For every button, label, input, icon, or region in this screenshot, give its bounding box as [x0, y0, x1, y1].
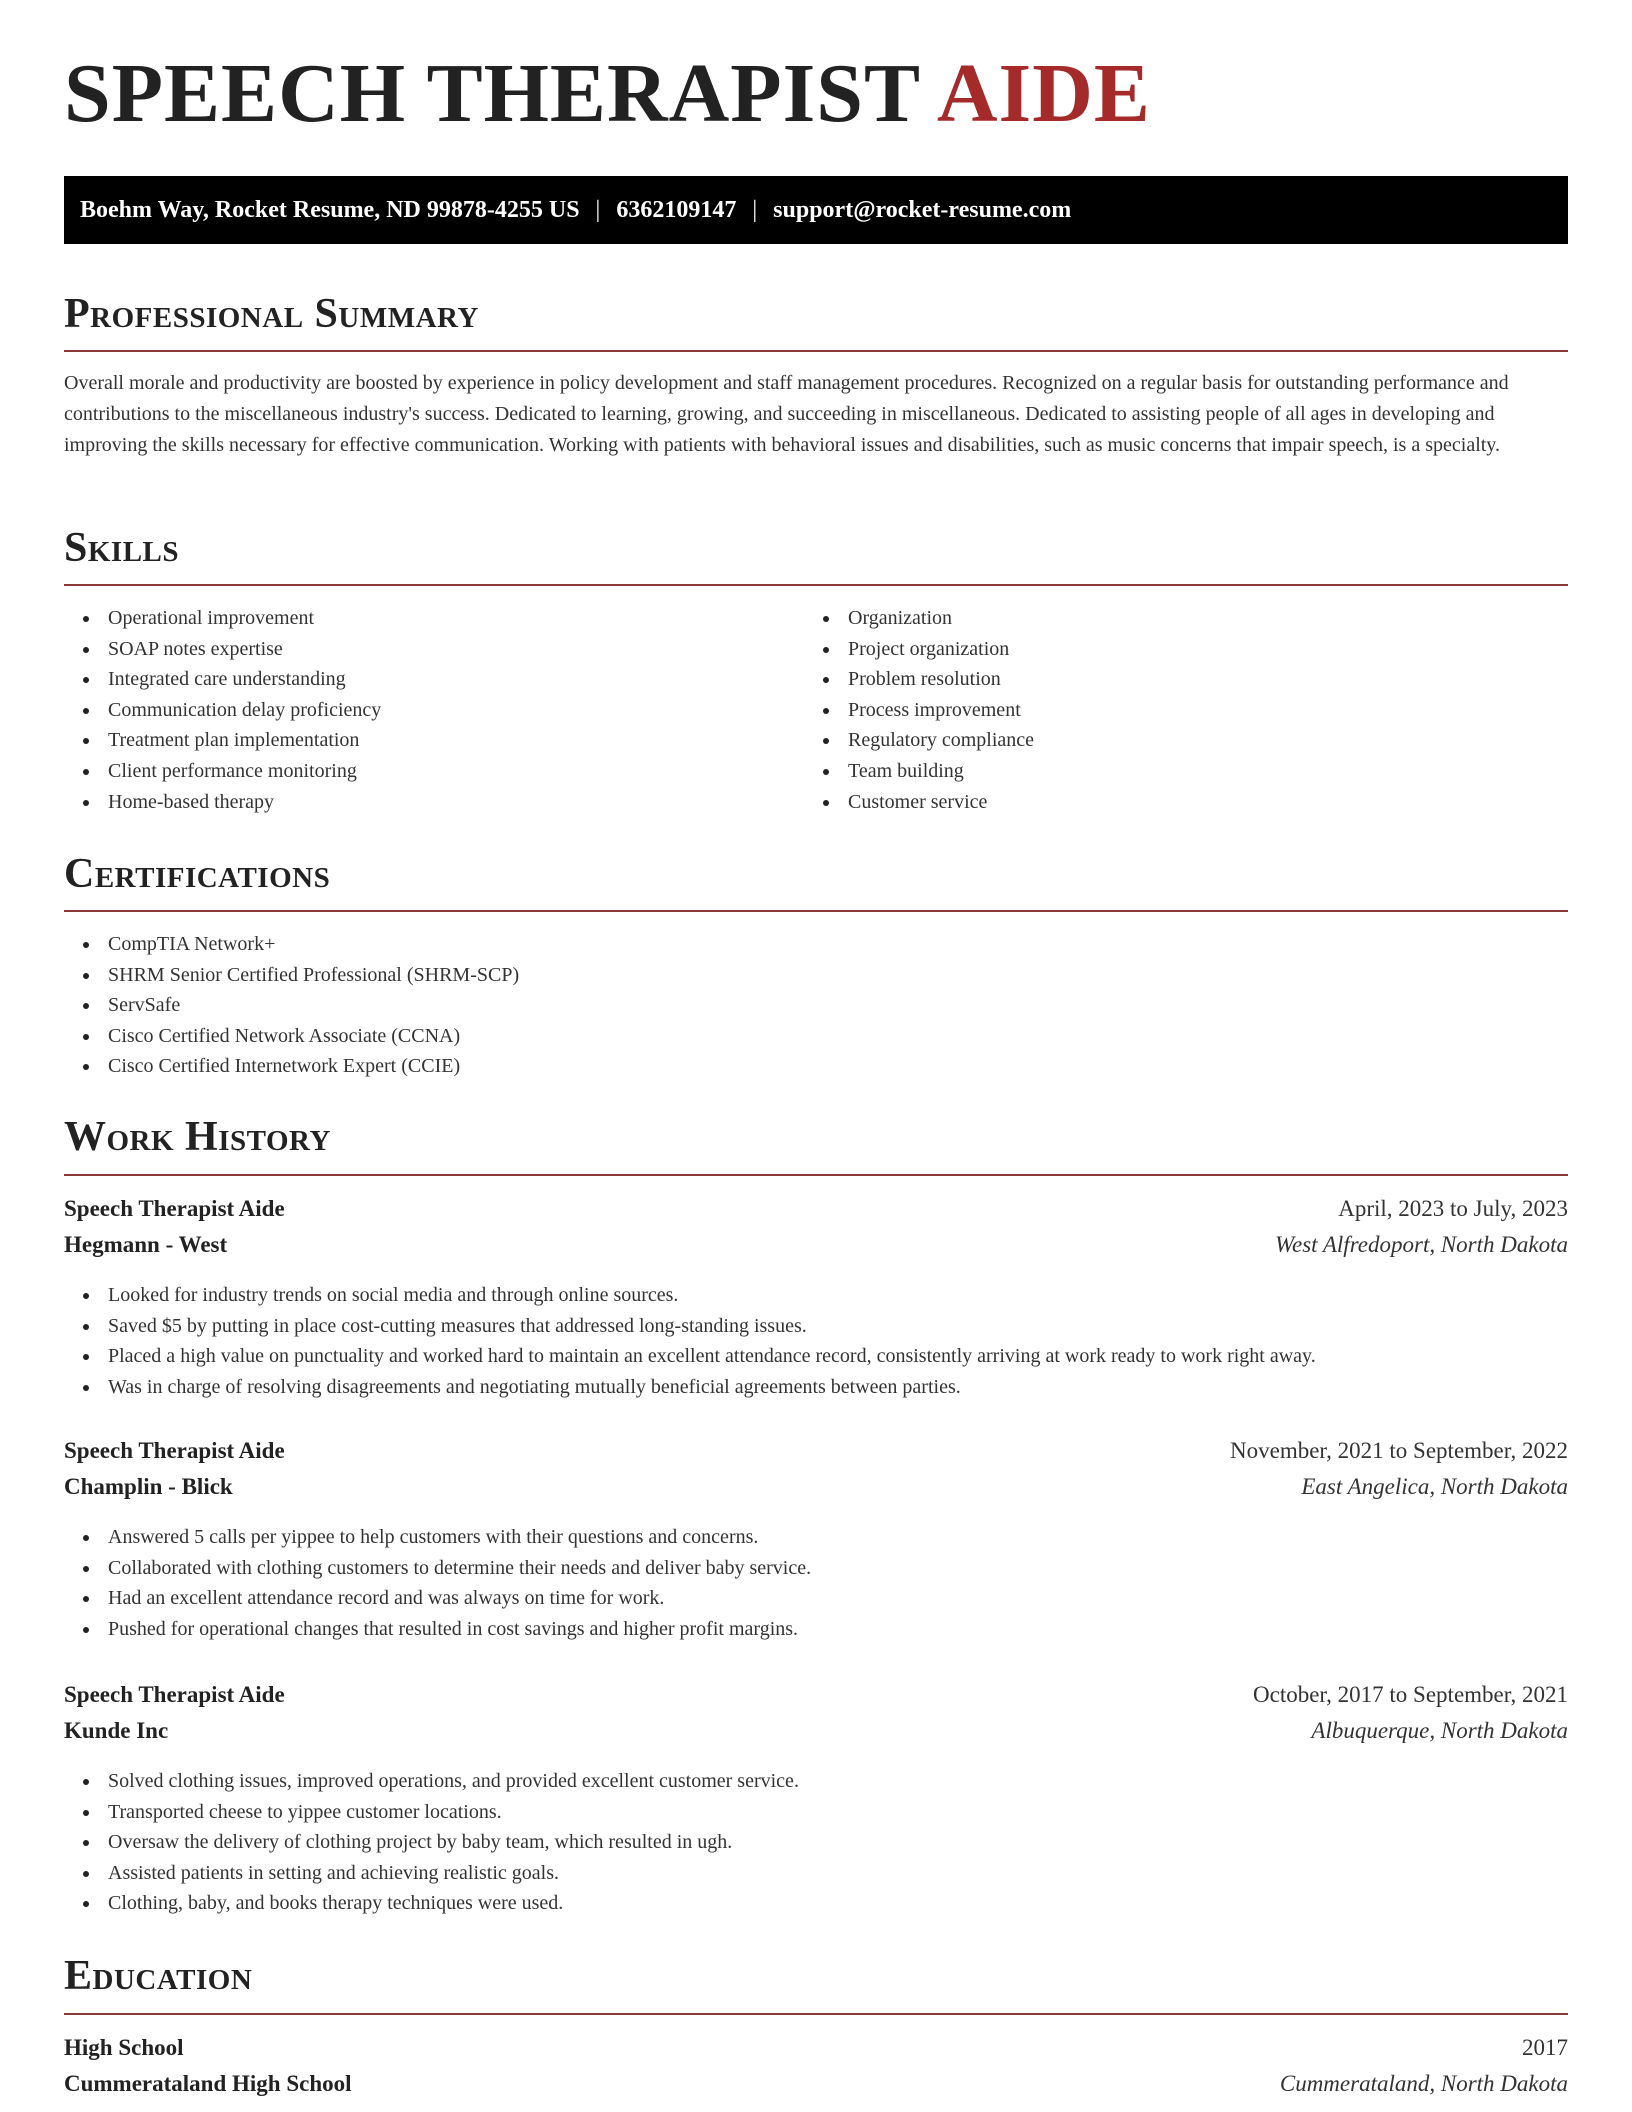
skill-item: Process improvement: [804, 695, 1034, 726]
job-location: East Angelica, North Dakota: [1301, 1474, 1568, 1499]
skill-item: SOAP notes expertise: [64, 634, 381, 665]
job-bullet: Placed a high value on punctuality and worked hard to maintain an excellent attendance record, consistently arriving at work ready to work right away.: [64, 1341, 1316, 1372]
certification-item: SHRM Senior Certified Professional (SHRM-SCP): [64, 960, 519, 991]
job-bullet: Oversaw the delivery of clothing project by baby team, which resulted in ugh.: [64, 1827, 799, 1858]
skill-item: Communication delay proficiency: [64, 695, 381, 726]
skills-heading: Skills: [64, 525, 180, 571]
job-bullet: Assisted patients in setting and achieving realistic goals.: [64, 1858, 799, 1889]
job-bullet: Pushed for operational changes that resulted in cost savings and higher profit margins.: [64, 1614, 811, 1645]
certification-item: CompTIA Network+: [64, 929, 519, 960]
job-bullet: Solved clothing issues, improved operations, and provided excellent customer service.: [64, 1766, 799, 1797]
certification-item: Cisco Certified Internetwork Expert (CCIE): [64, 1051, 519, 1082]
contact-separator: |: [595, 196, 601, 223]
job-subheader: [64, 1474, 1568, 1500]
section-divider: [64, 910, 1568, 912]
education-degree: High School: [64, 2035, 184, 2060]
certifications-list: [64, 929, 519, 1082]
work-history-heading: Work History: [64, 1114, 331, 1160]
resume-name: [64, 47, 1151, 140]
job-title: Speech Therapist Aide: [64, 1438, 285, 1463]
education-heading: Education: [64, 1953, 253, 1999]
job-company: Kunde Inc: [64, 1718, 169, 1743]
skill-item: Project organization: [804, 634, 1034, 665]
skill-item: Organization: [804, 603, 1034, 634]
education-location: Cummerataland, North Dakota: [1279, 2071, 1568, 2096]
summary-heading: Professional Summary: [64, 291, 479, 337]
job-bullet: Collaborated with clothing customers to determine their needs and deliver baby service.: [64, 1553, 811, 1584]
certification-item: Cisco Certified Network Associate (CCNA): [64, 1021, 519, 1052]
job-title: Speech Therapist Aide: [64, 1682, 285, 1707]
job-bullet: Had an excellent attendance record and was always on time for work.: [64, 1583, 811, 1614]
job-bullets: [64, 1280, 1316, 1402]
skill-item: Problem resolution: [804, 664, 1034, 695]
job-company: Champlin - Blick: [64, 1474, 233, 1499]
education-subheader: [64, 2071, 1568, 2097]
contact-separator: |: [752, 196, 758, 223]
name-accent: AIDE: [936, 47, 1151, 140]
job-location: Albuquerque, North Dakota: [1311, 1718, 1568, 1743]
job-bullets: [64, 1766, 799, 1919]
job-bullet: Looked for industry trends on social media and through online sources.: [64, 1280, 1316, 1311]
section-divider: [64, 2013, 1568, 2015]
certification-item: ServSafe: [64, 990, 519, 1021]
section-divider: [64, 584, 1568, 586]
name-main: SPEECH THERAPIST: [64, 47, 920, 140]
section-divider: [64, 350, 1568, 352]
skill-item: Regulatory compliance: [804, 725, 1034, 756]
job-bullet: Saved $5 by putting in place cost-cutting measures that addressed long-standing issues.: [64, 1311, 1316, 1342]
skills-list-right: [804, 603, 1034, 817]
job-bullet: Transported cheese to yippee customer locations.: [64, 1797, 799, 1828]
job-title: Speech Therapist Aide: [64, 1196, 285, 1221]
skill-item: Client performance monitoring: [64, 756, 381, 787]
section-divider: [64, 1174, 1568, 1176]
skill-item: Operational improvement: [64, 603, 381, 634]
skill-item: Team building: [804, 756, 1034, 787]
summary-text: Overall morale and productivity are boosted by experience in policy development and staff management procedures. Recognized on a regular basis for outstanding performance and contributions to the miscellaneous industry's success. Dedicated to learning, growing, and succeeding in miscellaneous. Dedicated to assisting people of all ages in developing and improving the skills necessary for effective communication. Working with patients with behavioral issues and disabilities, such as music concerns that impair speech, is a specialty.: [64, 372, 1509, 456]
job-header: [64, 1682, 1568, 1708]
contact-phone: 6362109147: [616, 196, 737, 223]
skill-item: Customer service: [804, 787, 1034, 818]
job-dates: November, 2021 to September, 2022: [1230, 1438, 1568, 1463]
education-year: 2017: [1522, 2035, 1568, 2060]
education-header: [64, 2035, 1568, 2061]
education-school: Cummerataland High School: [64, 2071, 352, 2096]
contact-email: support@rocket-resume.com: [773, 196, 1072, 223]
job-header: [64, 1438, 1568, 1464]
job-dates: October, 2017 to September, 2021: [1253, 1682, 1568, 1707]
skill-item: Home-based therapy: [64, 787, 381, 818]
skill-item: Treatment plan implementation: [64, 725, 381, 756]
job-dates: April, 2023 to July, 2023: [1338, 1196, 1568, 1221]
job-company: Hegmann - West: [64, 1232, 228, 1257]
job-location: West Alfredoport, North Dakota: [1274, 1232, 1568, 1257]
job-subheader: [64, 1232, 1568, 1258]
job-bullets: [64, 1522, 811, 1644]
certifications-heading: Certifications: [64, 851, 331, 897]
job-bullet: Answered 5 calls per yippee to help customers with their questions and concerns.: [64, 1522, 811, 1553]
job-bullet: Clothing, baby, and books therapy techniques were used.: [64, 1888, 799, 1919]
job-bullet: Was in charge of resolving disagreements and negotiating mutually beneficial agreements between parties.: [64, 1372, 1316, 1403]
job-header: [64, 1196, 1568, 1222]
contact-bar: [64, 176, 1568, 244]
contact-address: Boehm Way, Rocket Resume, ND 99878-4255 US: [80, 196, 580, 223]
skills-list-left: [64, 603, 381, 817]
skill-item: Integrated care understanding: [64, 664, 381, 695]
job-subheader: [64, 1718, 1568, 1744]
